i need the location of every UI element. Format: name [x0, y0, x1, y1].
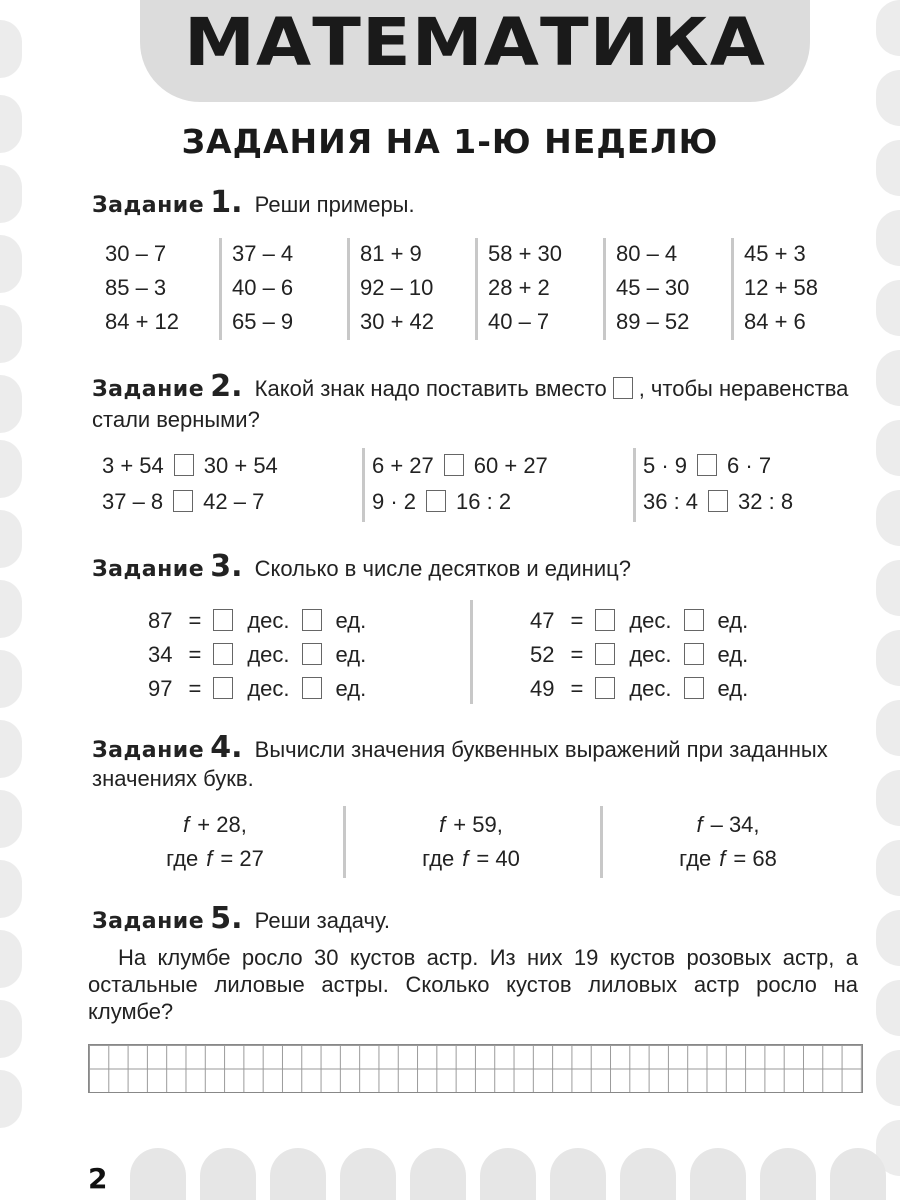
example-item: 40 – 7: [488, 309, 550, 334]
answer-box[interactable]: [444, 454, 464, 476]
example-item: 84 + 6: [744, 309, 806, 334]
variable: f: [719, 846, 726, 871]
inequality-right: 60 + 27: [473, 453, 548, 478]
expression: [608, 808, 848, 842]
task-text: Вычисли значения буквенных выражений при заданных значениях букв.: [92, 737, 828, 791]
tens-box[interactable]: [213, 643, 233, 665]
inequality-left: 36 : 4: [643, 489, 699, 514]
expression-operation: – 34,: [710, 812, 760, 837]
number: 49: [530, 676, 555, 701]
tens-box[interactable]: [595, 643, 615, 665]
inequality-row: [102, 485, 264, 519]
left-decorative-border: [0, 0, 22, 1200]
inequality-right: 16 : 2: [456, 489, 512, 514]
example-item: 92 – 10: [360, 275, 434, 300]
example-item: 80 – 4: [616, 241, 678, 266]
variable-value: [351, 842, 591, 876]
task-number: 2.: [210, 369, 243, 404]
digit-row: [148, 604, 366, 638]
bottom-decorative-border: [130, 1148, 900, 1200]
task-label: Задание: [92, 557, 205, 582]
task-5-heading: [92, 901, 862, 937]
ones-label: ед.: [335, 676, 367, 701]
inequality-left: 6 + 27: [372, 453, 434, 478]
inequality-left: 9 · 2: [372, 489, 417, 514]
column-divider: [731, 238, 734, 340]
task-number: 5.: [210, 901, 243, 936]
column-divider: [475, 238, 478, 340]
tens-box[interactable]: [595, 677, 615, 699]
ones-box[interactable]: [684, 677, 704, 699]
task-4-heading: [92, 730, 862, 793]
task-text: Реши примеры.: [254, 192, 415, 217]
ones-label: ед.: [335, 642, 367, 667]
inequality-row: [643, 449, 771, 483]
value-text: = 40: [476, 846, 520, 871]
inequality-right: 6 · 7: [727, 453, 772, 478]
task-label: Задание: [92, 738, 205, 763]
tens-label: дес.: [247, 642, 290, 667]
variable: f: [206, 846, 213, 871]
task-text: Сколько в числе десятков и единиц?: [254, 556, 631, 581]
answer-box[interactable]: [708, 490, 728, 512]
example-item: 58 + 30: [488, 241, 563, 266]
inequality-row: [372, 449, 548, 483]
task-label: Задание: [92, 377, 205, 402]
right-decorative-border: [876, 0, 900, 1200]
column-divider: [347, 238, 350, 340]
task-text: Реши задачу.: [254, 908, 390, 933]
example-item: 84 + 12: [105, 309, 180, 334]
equals-sign: =: [570, 642, 584, 667]
inequality-left: 37 – 8: [102, 489, 164, 514]
ones-box[interactable]: [302, 677, 322, 699]
column-divider: [362, 448, 365, 522]
example-item: 81 + 9: [360, 241, 422, 266]
task-label: Задание: [92, 193, 205, 218]
value-text: = 27: [220, 846, 264, 871]
tens-label: дес.: [629, 608, 672, 633]
equals-sign: =: [570, 676, 584, 701]
column-divider: [633, 448, 636, 522]
task-text-after: , чтобы неравенства стали верными?: [92, 376, 849, 432]
inequality-row: [643, 485, 793, 519]
column-divider: [470, 600, 473, 704]
inequality-right: 32 : 8: [738, 489, 794, 514]
task-text-before: Какой знак надо поставить вместо: [254, 376, 607, 401]
ones-label: ед.: [717, 608, 749, 633]
ones-label: ед.: [717, 676, 749, 701]
ones-box[interactable]: [684, 609, 704, 631]
ones-box[interactable]: [302, 609, 322, 631]
equals-sign: =: [188, 642, 202, 667]
tens-box[interactable]: [213, 677, 233, 699]
answer-box[interactable]: [426, 490, 446, 512]
ones-box[interactable]: [684, 643, 704, 665]
digit-row: [148, 638, 366, 672]
tens-label: дес.: [629, 676, 672, 701]
number: 87: [148, 608, 173, 633]
column-divider: [219, 238, 222, 340]
example-item: 65 – 9: [232, 309, 294, 334]
expression: [351, 808, 591, 842]
digit-row: [530, 672, 748, 706]
tens-box[interactable]: [213, 609, 233, 631]
inequality-right: 42 – 7: [203, 489, 265, 514]
expression-operation: + 28,: [197, 812, 247, 837]
example-item: 12 + 58: [744, 275, 819, 300]
variable: f: [439, 812, 446, 837]
answer-grid[interactable]: [88, 1044, 863, 1093]
number: 47: [530, 608, 555, 633]
example-item: 37 – 4: [232, 241, 294, 266]
expression-operation: + 59,: [453, 812, 503, 837]
column-divider: [603, 238, 606, 340]
digit-row: [530, 604, 748, 638]
word-problem-text: На клумбе росло 30 кустов астр. Из них 19 кустов розовых астр, а остальные лиловые астры. Сколько кустов лиловых астр росло на клумбе?: [88, 945, 858, 1024]
tens-label: дес.: [247, 608, 290, 633]
value-text: = 68: [733, 846, 777, 871]
inequality-right: 30 + 54: [203, 453, 278, 478]
number: 97: [148, 676, 173, 701]
word-problem: [88, 944, 858, 1025]
tens-label: дес.: [247, 676, 290, 701]
example-item: 30 + 42: [360, 309, 435, 334]
task-number: 1.: [210, 185, 243, 220]
expression: [95, 808, 335, 842]
example-item: 30 – 7: [105, 241, 167, 266]
ones-box[interactable]: [302, 643, 322, 665]
task-number: 4.: [210, 730, 243, 765]
where-word: где: [166, 846, 199, 871]
page-number: 2: [88, 1162, 108, 1195]
page-subtitle: ЗАДАНИЯ НА 1-Ю НЕДЕЛЮ: [181, 122, 719, 161]
variable-value: [608, 842, 848, 876]
variable: f: [696, 812, 703, 837]
example-item: 40 – 6: [232, 275, 294, 300]
inequality-row: [102, 449, 278, 483]
number: 52: [530, 642, 555, 667]
example-item: 28 + 2: [488, 275, 550, 300]
example-item: 45 + 3: [744, 241, 806, 266]
variable-value: [95, 842, 335, 876]
example-item: 45 – 30: [616, 275, 690, 300]
variable: f: [183, 812, 190, 837]
equals-sign: =: [188, 608, 202, 633]
where-word: где: [679, 846, 712, 871]
number: 34: [148, 642, 173, 667]
equals-sign: =: [570, 608, 584, 633]
answer-box[interactable]: [697, 454, 717, 476]
inequality-row: [372, 485, 511, 519]
task-2-heading: [92, 369, 862, 435]
task-label: Задание: [92, 909, 205, 934]
task-number: 3.: [210, 549, 243, 584]
tens-box[interactable]: [595, 609, 615, 631]
task-3-heading: [92, 549, 862, 585]
answer-box[interactable]: [173, 490, 193, 512]
variable: f: [462, 846, 469, 871]
column-divider: [600, 806, 603, 878]
answer-box: [613, 377, 633, 399]
answer-box[interactable]: [174, 454, 194, 476]
digit-row: [148, 672, 366, 706]
inequality-left: 3 + 54: [102, 453, 164, 478]
tens-label: дес.: [629, 642, 672, 667]
ones-label: ед.: [335, 608, 367, 633]
equals-sign: =: [188, 676, 202, 701]
example-item: 85 – 3: [105, 275, 167, 300]
where-word: где: [422, 846, 455, 871]
inequality-left: 5 · 9: [643, 453, 688, 478]
digit-row: [530, 638, 748, 672]
column-divider: [343, 806, 346, 878]
task-1-heading: [92, 185, 862, 221]
ones-label: ед.: [717, 642, 749, 667]
page-title: МАТЕМАТИКА: [183, 4, 767, 81]
example-item: 89 – 52: [616, 309, 690, 334]
